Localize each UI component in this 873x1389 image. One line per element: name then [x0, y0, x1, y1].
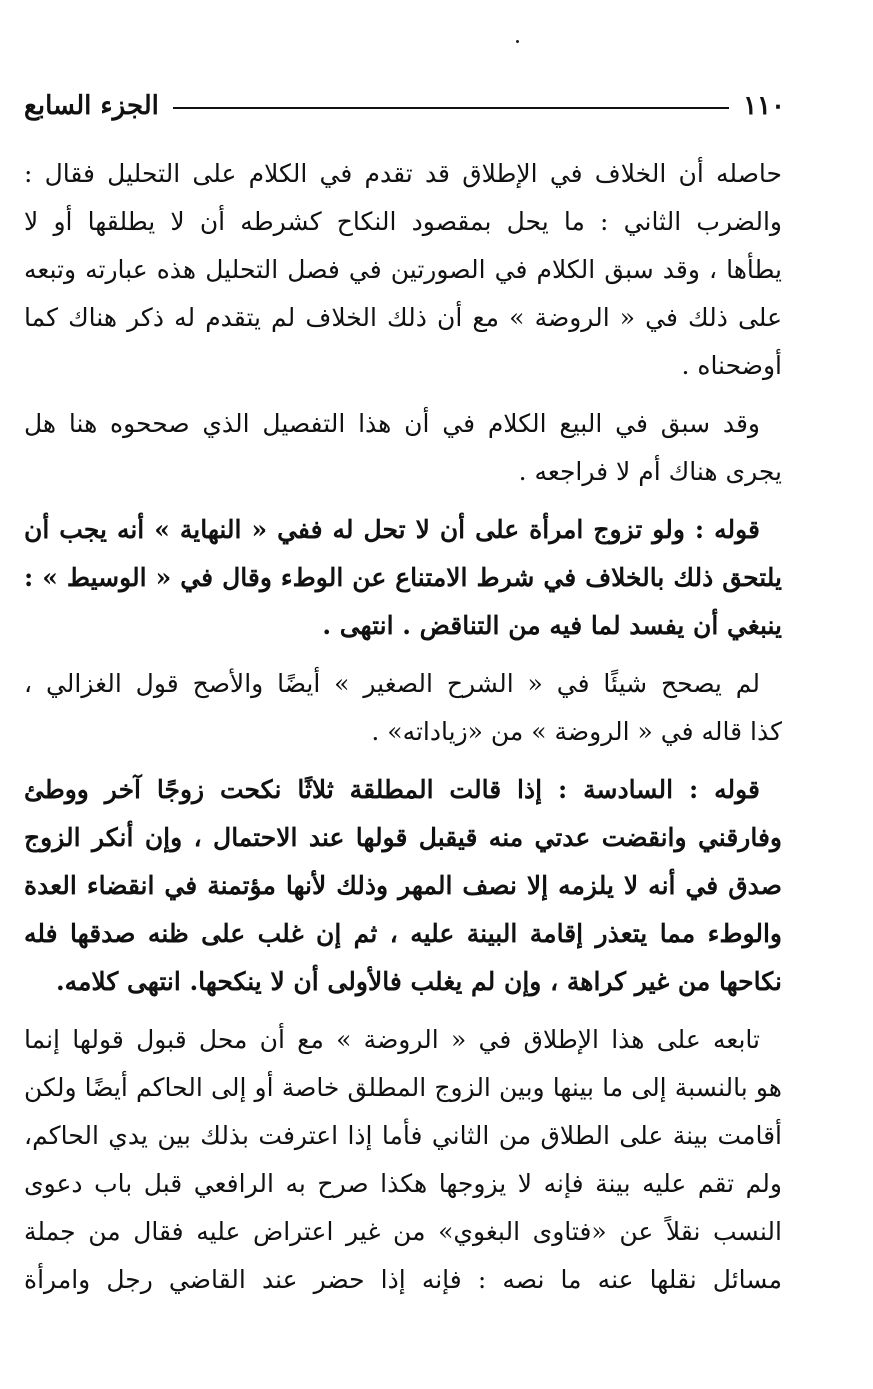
text-line: حاصله أن الخلاف في الإطلاق قد تقدم في الكلام على التحليل فقال :: [24, 159, 782, 188]
page-number: ١١٠: [743, 91, 785, 121]
stray-dot: [516, 40, 519, 43]
text-line: وقد سبق في البيع الكلام في أن هذا التفصيل الذي صححوه هنا هل: [24, 409, 760, 438]
text-line: أوضحناه .: [681, 351, 782, 380]
page-header: [24, 86, 785, 126]
text-line: والضرب الثاني : ما يحل بمقصود النكاح كشرطه أن لا يطلقها أو لا: [24, 207, 782, 236]
text-line: النسب نقلاً عن «فتاوى البغوي» من غير اعتراض عليه فقال من جملة: [24, 1217, 782, 1246]
text-line: تابعه على هذا الإطلاق في « الروضة » مع أن محل قبول قولها إنما: [24, 1025, 761, 1054]
paragraph: [24, 400, 782, 496]
page-body: [24, 150, 782, 1304]
text-line: وفارقني وانقضت عدتي منه قيقبل قولها عند الاحتمال ، وإن أنكر الزوج: [24, 823, 782, 852]
text-line: ولم تقم عليه بينة فإنه لا يزوجها هكذا صرح به الرافعي قبل باب دعوى: [24, 1169, 782, 1198]
quoted-passage: [24, 506, 782, 650]
header-rule: [173, 107, 729, 109]
text-line: والوطء مما يتعذر إقامة البينة عليه ، ثم إن غلب على ظنه صدقها فله: [24, 919, 782, 948]
text-line: لم يصحح شيئًا في « الشرح الصغير » أيضًا والأصح قول الغزالي ،: [24, 669, 760, 698]
text-line: أقامت بينة على الطلاق من الثاني فأما إذا اعترفت بذلك بين يدي الحاكم،: [24, 1121, 782, 1150]
text-line: على ذلك في « الروضة » مع أن ذلك الخلاف لم يتقدم له ذكر هناك كما: [24, 303, 782, 332]
paragraph: [24, 1016, 782, 1304]
running-head: الجزء السابع: [24, 91, 159, 121]
paragraph: [24, 150, 782, 390]
quoted-passage: [24, 766, 782, 1006]
text-line: صدق في أنه لا يلزمه إلا نصف المهر وذلك لأنها مؤتمنة في انقضاء العدة: [24, 871, 782, 900]
text-line: هو بالنسبة إلى ما بينها وبين الزوج المطلق خاصة أو إلى الحاكم أيضًا ولكن: [24, 1073, 782, 1102]
text-line: ينبغي أن يفسد لما فيه من التناقض . انتهى .: [322, 611, 782, 640]
text-line: قوله : السادسة : إذا قالت المطلقة ثلاثًا نكحت زوجًا آخر ووطئ: [24, 775, 760, 804]
text-line: يجرى هناك أم لا فراجعه .: [518, 457, 782, 486]
text-line: كذا قاله في « الروضة » من «زياداته» .: [371, 717, 782, 746]
text-line: يلتحق ذلك بالخلاف في شرط الامتناع عن الوطء وقال في « الوسيط » :: [24, 563, 782, 592]
paragraph: [24, 660, 782, 756]
text-line: مسائل نقلها عنه ما نصه : فإنه إذا حضر عند القاضي رجل وامرأة: [24, 1265, 782, 1294]
text-line: قوله : ولو تزوج امرأة على أن لا تحل له ففي « النهاية » أنه يجب أن: [24, 515, 760, 544]
text-line: نكاحها من غير كراهة ، وإن لم يغلب فالأولى أن لا ينكحها. انتهى كلامه.: [55, 967, 782, 996]
text-line: يطأها ، وقد سبق الكلام في الصورتين في فصل التحليل هذه عبارته وتبعه: [24, 255, 782, 284]
